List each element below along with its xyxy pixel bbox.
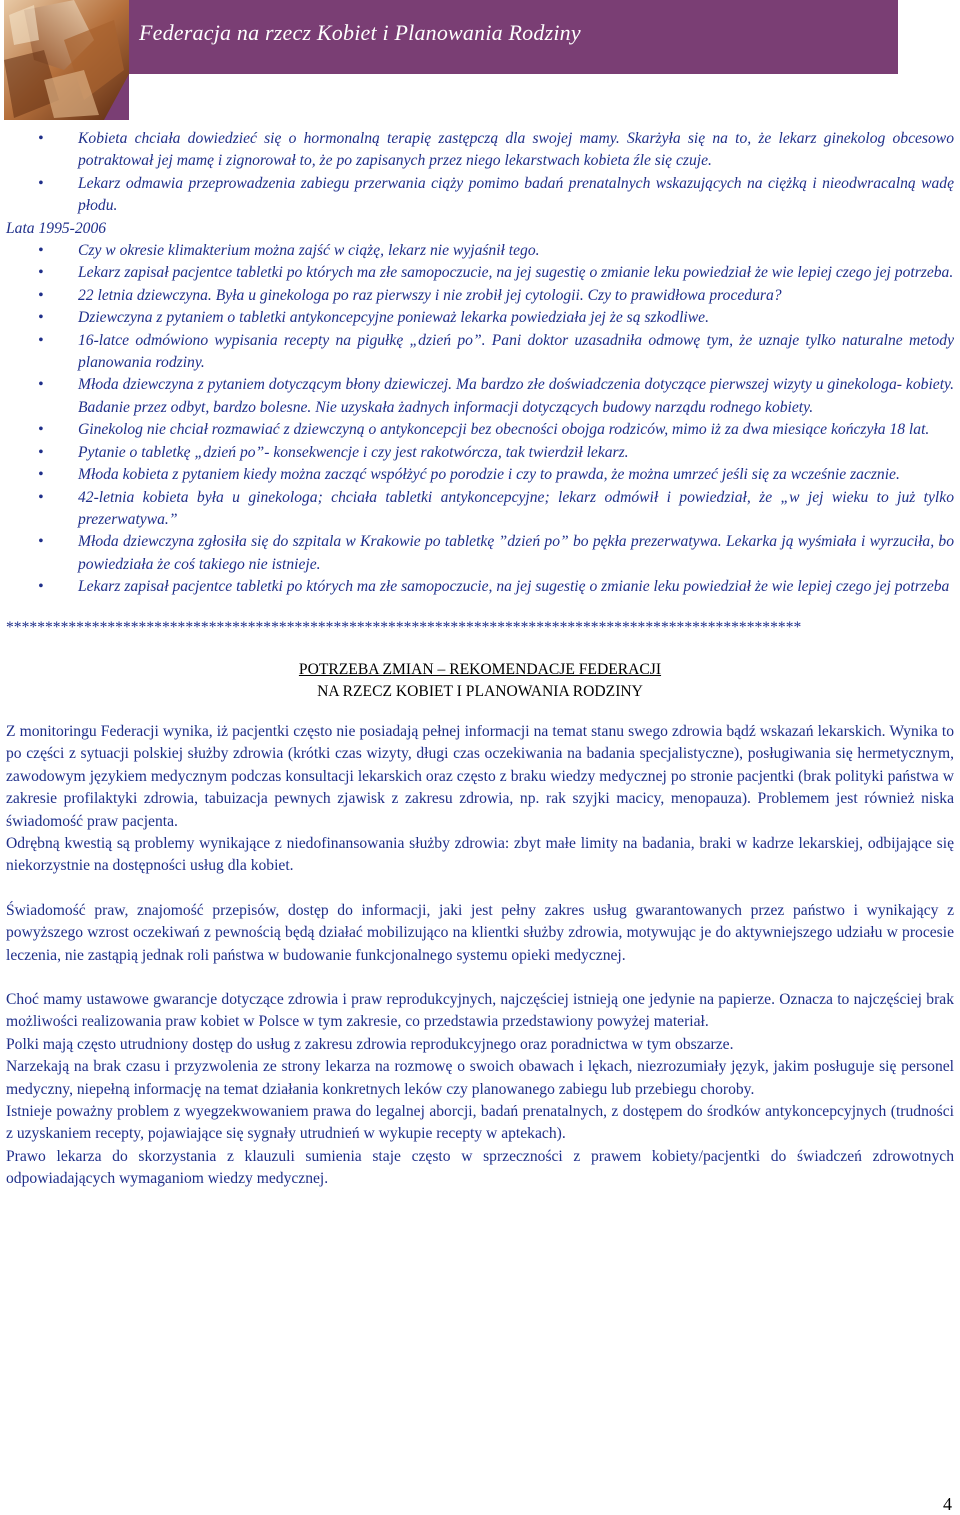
list-item: • 22 letnia dziewczyna. Była u ginekologa po raz pierwszy i nie zrobił jej cytologii. Czy to prawidłowa procedura? bbox=[6, 285, 954, 307]
header-banner bbox=[4, 0, 898, 120]
list-item: • Dziewczyna z pytaniem o tabletki antykoncepcyjne ponieważ lekarka powiedziała jej że są szkodliwe. bbox=[6, 307, 954, 329]
list-item: • 16-latce odmówiono wypisania recepty na pigułkę „dzień po”. Pani doktor uzasadniła odmowę tym, że uznaje tylko naturalne metody planowania rodziny. bbox=[6, 330, 954, 375]
case-list-1 bbox=[6, 128, 954, 218]
separator-line: ****************************************************************************************************** bbox=[6, 618, 802, 636]
paragraph: Świadomość praw, znajomość przepisów, dostęp do informacji, jaki jest pełny zakres usług gwarantowanych przez państwo i wynikający z powyższego wzrost oczekiwań z pewnością będą działać mobilizująco na klientki służby zdrowia, motywując je do aktywniejszego udziału w procesie leczenia, nie zastąpią jednak roli państwa w budowanie funkcjonalnego systemu opieki medycznej. bbox=[6, 901, 954, 964]
paragraph: Polki mają często utrudniony dostęp do usług z zakresu zdrowia reprodukcyjnego oraz poradnictwa w tym obszarze. bbox=[6, 1035, 734, 1053]
section-heading bbox=[6, 659, 954, 703]
list-item: • 42-letnia kobieta była u ginekologa; chciała tabletki antykoncepcyjne; lekarz odmówił i powiedział, że „w jej wieku to już tylko prezerwatywa.” bbox=[6, 487, 954, 532]
case-list-2 bbox=[6, 240, 954, 599]
paragraph: Narzekają na brak czasu i przyzwolenia ze strony lekarza na rozmowę o swoich obawach i lękach, niezrozumiały język, jakim posługuje się personel medyczny, niepełną informację na temat działania konkretnych leków czy planowanego zabiegu lub przebiegu choroby. bbox=[6, 1058, 954, 1098]
list-item: • Młoda kobieta z pytaniem kiedy można zacząć współżyć po porodzie i czy to prawda, że można umrzeć jeśli się za wcześnie zacznie. bbox=[6, 464, 954, 486]
section-label: Lata 1995-2006 bbox=[6, 219, 107, 237]
list-item: • Ginekolog nie chciał rozmawiać z dziewczyną o antykoncepcji bez obecności obojga rodziców, mimo iż za dwa miesiące kończyła 18 lat. bbox=[6, 419, 954, 441]
list-item: • Lekarz odmawia przeprowadzenia zabiegu przerwania ciąży pomimo badań prenatalnych wskazujących na ciężką i nieodwracalną wadę płodu. bbox=[6, 173, 954, 218]
document-body bbox=[6, 128, 954, 1191]
list-item: • Lekarz zapisał pacjentce tabletki po których ma złe samopoczucie, na jej sugestię o zmianie leku powiedział że wie lepiej czego jej potrzeba. bbox=[6, 262, 954, 284]
list-item: • Pytanie o tabletkę „dzień po”- konsekwencje i czy jest rakotwórcza, tak twierdził lekarz. bbox=[6, 442, 954, 464]
list-item: • Kobieta chciała dowiedzieć się o hormonalną terapię zastępczą dla swojej mamy. Skarżyła się na to, że lekarz ginekolog obcesowo potraktował jej mamę i zignorował to, że po zapisanych przez niego lekarstwach kobieta źle się czuje. bbox=[6, 128, 954, 173]
paragraph: Istnieje poważny problem z wyegzekwowaniem prawa do legalnej aborcji, badań prenatalnych, z dostępem do środków antykoncepcyjnych (trudności z uzyskaniem recepty, pojawiające się sygnały utrudnień w wykupie recepty w aptekach). bbox=[6, 1103, 954, 1143]
list-item: • Młoda dziewczyna zgłosiła się do szpitala w Krakowie po tabletkę ”dzień po” bo pękła prezerwatywa. Lekarka ją wyśmiała i wyrzuciła, bo powiedziała że coś takiego nie istnieje. bbox=[6, 531, 954, 576]
logo-artwork-image bbox=[4, 0, 129, 120]
heading-line-2: NA RZECZ KOBIET I PLANOWANIA RODZINY bbox=[317, 682, 643, 700]
list-item: • Lekarz zapisał pacjentce tabletki po których ma złe samopoczucie, na jej sugestię o zmianie leku powiedział że wie lepiej czego jej potrzeba bbox=[6, 576, 954, 598]
heading-line-1: POTRZEBA ZMIAN – REKOMENDACJE FEDERACJI bbox=[298, 660, 662, 678]
paragraph: Odrębną kwestią są problemy wynikające z niedofinansowania służby zdrowia: zbyt małe limity na badania, braki w kadrze lekarskiej, odbijające się niekorzystnie na dostępności usług dla kobiet. bbox=[6, 834, 954, 875]
banner-title: Federacja na rzecz Kobiet i Planowania Rodziny bbox=[139, 20, 581, 45]
banner-bar bbox=[129, 0, 898, 74]
paragraph: Z monitoringu Federacji wynika, iż pacjentki często nie posiadają pełnej informacji na temat stanu swego zdrowia bądź wskazań lekarskich. Wynika to po części z sytuacji polskiej służby zdrowia (krótki czas wizyty, długi czas oczekiwania na badania specjalistyczne), posługiwania się hermetycznym, zawodowym językiem medycznym podczas konsultacji lekarskich oraz często z braku wiedzy medycznej po stronie pacjentki (brak polityki państwa w zakresie profilaktyki zdrowia, tabuizacja pewnych zjawisk z zakresu zdrowia, np. rak szyjki macicy, menopauza). Problemem jest również niska świadomość praw pacjenta. bbox=[6, 722, 954, 830]
paragraph: Prawo lekarza do skorzystania z klauzuli sumienia staje często w sprzeczności z prawem kobiety/pacjentki do świadczeń zdrowotnych odpowiadających wymaganiom wiedzy medycznej. bbox=[6, 1147, 954, 1188]
list-item: • Młoda dziewczyna z pytaniem dotyczącym błony dziewiczej. Ma bardzo złe doświadczenia dotyczące pierwszej wizyty u ginekologa- kobiety. Badanie przez odbyt, bardzo bolesne. Nie uzyskała żadnych informacji dotyczących budowy narządu rodnego kobiety. bbox=[6, 374, 954, 419]
paragraph: Choć mamy ustawowe gwarancje dotyczące zdrowia i praw reprodukcyjnych, najczęściej istnieją one jedynie na papierze. Oznacza to najczęściej brak możliwości realizowania praw kobiet w Polsce w tym zakresie, co przedstawia przedstawiony powyżej materiał. bbox=[6, 991, 954, 1031]
page-number: 4 bbox=[943, 1494, 952, 1514]
list-item: • Czy w okresie klimakterium można zajść w ciążę, lekarz nie wyjaśnił tego. bbox=[6, 240, 954, 262]
